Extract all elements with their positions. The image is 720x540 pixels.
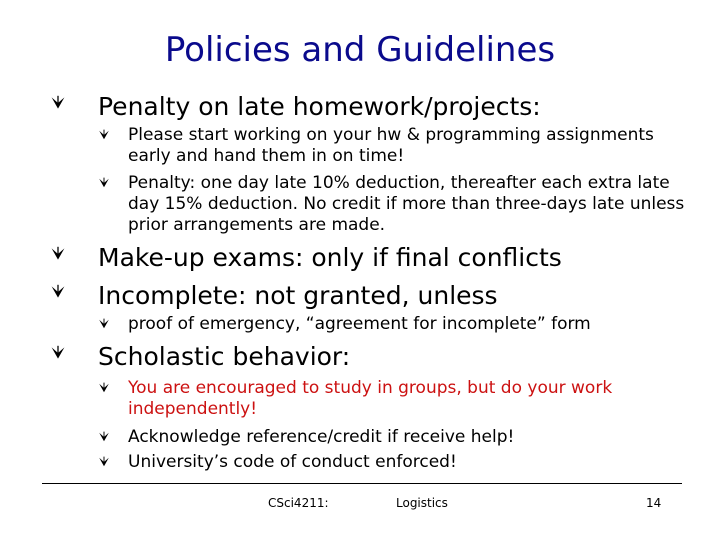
sub-bullet-late-penalty bbox=[128, 173, 698, 236]
footer-divider bbox=[42, 483, 682, 484]
sub-bullet-icon bbox=[98, 456, 110, 468]
sub-bullet-start-early bbox=[128, 125, 698, 167]
bullet-scholastic bbox=[98, 341, 698, 373]
sub-bullet-icon bbox=[98, 177, 110, 189]
footer-course: CSci4211: bbox=[268, 496, 329, 510]
bullet-penalty-text: Penalty on late homework/projects: bbox=[98, 92, 541, 121]
sub-bullet-icon bbox=[98, 431, 110, 443]
sub-bullet-acknowledge-text: Acknowledge reference/credit if receive help! bbox=[128, 427, 515, 447]
bullet-scholastic-text: Scholastic behavior: bbox=[98, 342, 351, 371]
bullet-makeup bbox=[98, 242, 698, 274]
bullet-incomplete bbox=[98, 280, 698, 312]
sub-bullet-study-groups bbox=[128, 378, 698, 420]
footer-page-number: 14 bbox=[646, 496, 662, 510]
bullet-icon bbox=[50, 95, 66, 111]
sub-bullet-icon bbox=[98, 318, 110, 330]
bullet-icon bbox=[50, 284, 66, 300]
slide-title: Policies and Guidelines bbox=[164, 30, 556, 70]
sub-bullet-conduct bbox=[128, 452, 698, 473]
sub-bullet-study-groups-text: You are encouraged to study in groups, but do your work independently! bbox=[128, 378, 613, 419]
bullet-penalty bbox=[98, 91, 698, 123]
sub-bullet-emergency-text: proof of emergency, “agreement for incomplete” form bbox=[128, 314, 591, 334]
sub-bullet-late-penalty-text: Penalty: one day late 10% deduction, thereafter each extra late day 15% deduction. No credit if more than three-days late unless prior arrangements are made. bbox=[128, 173, 685, 235]
sub-bullet-emergency bbox=[128, 314, 698, 335]
bullet-incomplete-text: Incomplete: not granted, unless bbox=[98, 281, 498, 310]
sub-bullet-icon bbox=[98, 129, 110, 141]
sub-bullet-icon bbox=[98, 382, 110, 394]
sub-bullet-acknowledge bbox=[128, 427, 698, 448]
footer-topic: Logistics bbox=[396, 496, 448, 510]
bullet-makeup-text: Make-up exams: only if final conflicts bbox=[98, 243, 562, 272]
bullet-icon bbox=[50, 345, 66, 361]
sub-bullet-conduct-text: University’s code of conduct enforced! bbox=[128, 452, 457, 472]
sub-bullet-start-early-text: Please start working on your hw & programming assignments early and hand them in on time! bbox=[128, 125, 654, 166]
bullet-icon bbox=[50, 246, 66, 262]
